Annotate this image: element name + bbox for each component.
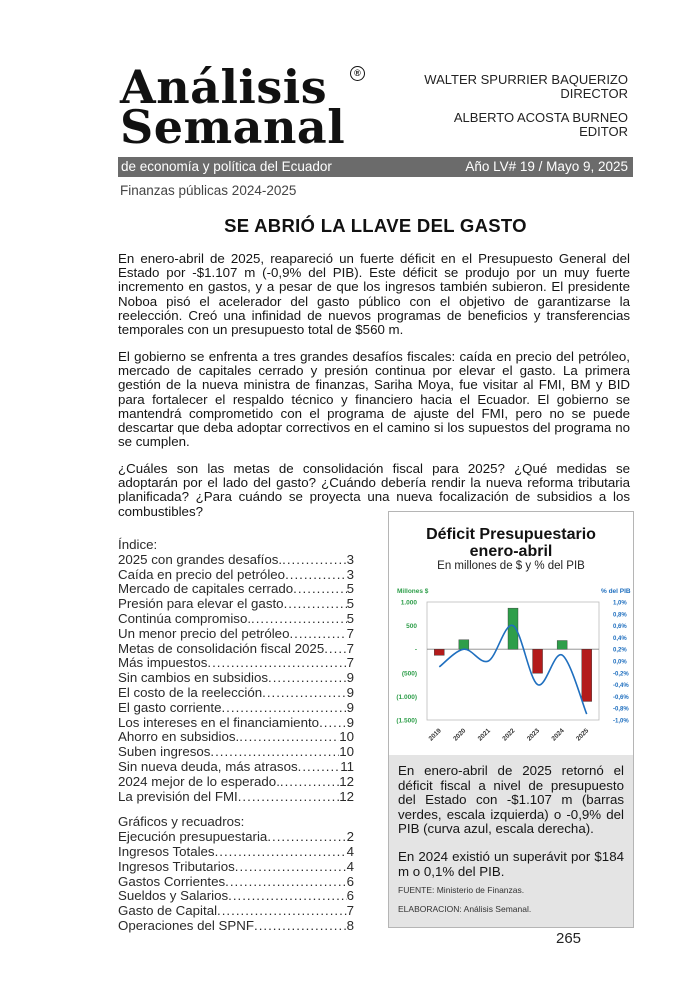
index-leader-dots — [280, 775, 339, 790]
index-leader-dots — [319, 716, 347, 731]
y-tick-label: (1.000) — [396, 693, 417, 701]
index-item-page: 10 — [339, 729, 354, 745]
index-item-label: Caída en precio del petróleo — [118, 566, 286, 582]
y-axis-label: Millones $ — [397, 588, 429, 595]
index-item-page: 3 — [346, 566, 354, 582]
index-item-label: Un menor precio del petróleo — [118, 625, 290, 641]
index-item-page: 7 — [346, 640, 354, 656]
x-tick-label: 2022 — [501, 727, 517, 743]
index-item-page: 9 — [346, 670, 354, 686]
index-leader-dots — [268, 671, 347, 686]
bar-2025 — [582, 649, 592, 701]
index-leader-dots — [221, 701, 346, 716]
chart-box — [388, 511, 634, 928]
paragraph-2: El gobierno se enfrenta a tres grandes desafíos fiscales: caída en precio del petróleo, mercado de capitales cerrado y presión continua por elevar el gasto. La primera gestión de la nueva ministra de finanzas, Sariha Moya, fue visitar al FMI, BM y BID para fortalecer el respaldo técnico y financiero hacia el Ecuador. El gobierno se mantendrá comprometido con el programa de ajuste del FMI, pero no se puede descartar que deba adoptar correctivos en el camino si los supuestos del programa no se cumplen. — [118, 349, 630, 450]
director-name: WALTER SPURRIER BAQUERIZO — [424, 72, 628, 87]
charts-heading: Gráficos y recuadros: — [118, 814, 245, 830]
index-item — [118, 889, 354, 904]
chart-title-period: enero-abril — [469, 543, 553, 560]
index-item-label: Operaciones del SPNF — [118, 917, 254, 933]
index-leader-dots — [228, 889, 346, 904]
chart-notes — [389, 755, 633, 927]
index-item — [118, 745, 354, 760]
index-leader-dots — [210, 745, 339, 760]
issue-info: Año LV# 19 / Mayo 9, 2025 — [465, 159, 628, 174]
index-item-page: 9 — [346, 714, 354, 730]
section-label: Finanzas públicas 2024-2025 — [120, 183, 297, 198]
index-item-label: El gasto corriente — [118, 699, 222, 715]
y2-tick-label: 0,2% — [613, 647, 627, 654]
index-item — [118, 845, 354, 860]
index-item — [118, 760, 354, 775]
index-item-label: Presión para elevar el gasto — [118, 596, 284, 612]
y2-tick-label: -1,0% — [613, 718, 629, 725]
editor-role: EDITOR — [579, 124, 628, 139]
index-item — [118, 775, 354, 790]
index-item — [118, 730, 354, 745]
index-item-label: Metas de consolidación fiscal 2025 — [118, 640, 325, 656]
y2-tick-label: -0,4% — [613, 683, 629, 690]
index-leader-dots — [207, 656, 346, 671]
index-item-label: Ingresos Tributarios — [118, 858, 235, 874]
index-item-page: 6 — [346, 888, 354, 904]
director-role: DIRECTOR — [560, 86, 628, 101]
logo-analisis: Análisis — [120, 60, 328, 114]
index-item-label: El costo de la reelección — [118, 684, 263, 700]
index-item-page: 9 — [346, 699, 354, 715]
chart-source: FUENTE: Ministerio de Finanzas. — [398, 885, 525, 895]
y-tick-label: 1.000 — [400, 599, 417, 607]
index-leader-dots — [324, 642, 346, 657]
index-leader-dots — [289, 627, 346, 642]
y-tick-label: 500 — [406, 623, 417, 631]
index-leader-dots — [251, 612, 347, 627]
paragraph-1: En enero-abril de 2025, reapareció un fuerte déficit en el Presupuesto General del Estado por -$1.107 m (-0,9% del PIB). Este déficit se produjo por un muy fuerte incremento en gastos, y a pesar de que los ingresos también subieron. El presidente Noboa pisó el acelerador del gasto público con el objetivo de garantizarse la reelección. Creó una infinidad de nuevos programas de beneficios y transferencias temporales con un presupuesto total de $560 m. — [118, 251, 630, 338]
index-item-page: 5 — [346, 596, 354, 612]
tagline: de economía y política del Ecuador — [121, 159, 332, 174]
index-item-page: 2 — [346, 829, 354, 845]
y2-tick-label: -0,8% — [613, 706, 629, 713]
chart-title: Déficit Presupuestario — [426, 526, 596, 543]
index-list — [118, 538, 354, 934]
index-leader-dots — [254, 919, 347, 934]
index-item-page: 7 — [346, 625, 354, 641]
index-item-label: La previsión del FMI — [118, 788, 238, 804]
x-tick-label: 2025 — [575, 727, 591, 743]
index-item-label: Sueldos y Salarios — [118, 888, 229, 904]
page-number: 265 — [556, 930, 582, 947]
index-item — [118, 582, 354, 597]
x-tick-label: 2023 — [525, 727, 542, 743]
editor-name: ALBERTO ACOSTA BURNEO — [453, 110, 628, 125]
index-leader-dots — [262, 686, 346, 701]
index-item-label: Gastos Corrientes — [118, 873, 226, 889]
index-item — [118, 612, 354, 627]
bar-2023 — [533, 649, 543, 673]
index-item-page: 5 — [346, 581, 354, 597]
index-item — [118, 830, 354, 845]
y2-tick-label: 0,0% — [613, 659, 627, 666]
chart-subtitle: En millones de $ y % del PIB — [437, 560, 585, 572]
index-item-label: Suben ingresos — [118, 744, 211, 760]
index-leader-dots — [293, 582, 346, 597]
index-leader-dots — [298, 760, 341, 775]
x-tick-label: 2024 — [550, 727, 566, 743]
index-item-page: 8 — [346, 917, 354, 933]
index-item — [118, 919, 354, 934]
index-item-page: 10 — [339, 744, 354, 760]
index-item — [118, 716, 354, 731]
index-item-label: 2024 mejor de lo esperado. — [118, 773, 280, 789]
x-tick-label: 2020 — [452, 727, 468, 743]
index-item-page: 9 — [346, 684, 354, 700]
chart-note-1: En enero-abril de 2025 retornó el déficit fiscal a nivel de presupuesto del Estado con -$1.107 m (barras verdes, escala izquierda) o -0,9% del PIB (curva azul, escala derecha). — [398, 763, 624, 836]
y2-tick-label: 0,8% — [613, 612, 627, 619]
index-leader-dots — [238, 790, 339, 805]
y2-axis-label: % del PIB — [601, 588, 631, 595]
index-leader-dots — [267, 830, 346, 845]
index-item-label: Ejecución presupuestaria — [118, 829, 268, 845]
index-item-page: 6 — [346, 873, 354, 889]
index-item — [118, 597, 354, 612]
deficit-chart — [389, 580, 633, 752]
bar-2020 — [459, 640, 469, 649]
index-leader-dots — [215, 845, 347, 860]
index-item — [118, 627, 354, 642]
index-item-label: Gasto de Capital — [118, 903, 218, 919]
index-item-page: 4 — [346, 843, 354, 859]
index-item — [118, 790, 354, 805]
y-tick-label: (1.500) — [396, 717, 417, 725]
index-leader-dots — [285, 568, 347, 583]
index-item-label: Ingresos Totales — [118, 843, 215, 859]
x-tick-label: 2021 — [476, 727, 492, 743]
index-item — [118, 686, 354, 701]
index-item-label: Sin cambios en subsidios — [118, 670, 269, 686]
index-item-page: 5 — [346, 610, 354, 626]
index-item-page: 11 — [340, 758, 354, 774]
y2-tick-label: -0,6% — [613, 694, 629, 701]
index-item — [118, 553, 354, 568]
chart-elaboration: ELABORACION: Análisis Semanal. — [398, 904, 532, 914]
article-title: SE ABRIÓ LA LLAVE DEL GASTO — [224, 215, 527, 236]
index-item-page: 7 — [346, 903, 354, 919]
paragraph-3: ¿Cuáles son las metas de consolidación fiscal para 2025? ¿Qué medidas se adoptarán por el lado del gasto? ¿Cuándo debería rendir la nueva reforma tributaria planificada? ¿Para cuándo se proyecta una nueva focalización de subsidios a los combustibles? — [118, 461, 630, 519]
index-item-label: Sin nueva deuda, más atrasos — [118, 758, 298, 774]
index-item-label: Mercado de capitales cerrado — [118, 581, 294, 597]
index-item-label: Continúa compromiso. — [118, 610, 252, 626]
index-item — [118, 642, 354, 657]
masthead-band — [118, 157, 633, 177]
index-item-label: Los intereses en el financiamiento — [118, 714, 320, 730]
index-item-label: Más impuestos — [118, 655, 208, 671]
index-item-label: 2025 con grandes desafíos. — [118, 551, 283, 567]
index-leader-dots — [235, 860, 347, 875]
index-leader-dots — [282, 553, 346, 568]
registered-mark-icon: ® — [350, 66, 365, 81]
y-tick-label: (500) — [401, 670, 417, 678]
index-item — [118, 671, 354, 686]
index-leader-dots — [284, 597, 347, 612]
index-item-page: 7 — [346, 655, 354, 671]
y-tick-label: - — [414, 646, 417, 654]
index-item-page: 3 — [346, 551, 354, 567]
index-item — [118, 904, 354, 919]
bar-2019 — [434, 649, 444, 655]
index-item-page: 12 — [339, 788, 354, 804]
index-item-page: 4 — [346, 858, 354, 874]
x-tick-label: 2019 — [427, 727, 443, 743]
index-item-label: Ahorro en subsidios. — [118, 729, 240, 745]
index-item — [118, 875, 354, 890]
index-leader-dots — [239, 730, 339, 745]
index-item-page: 12 — [339, 773, 354, 789]
index-leader-dots — [225, 875, 346, 890]
index-item — [118, 860, 354, 875]
index-item — [118, 568, 354, 583]
index-heading: Índice: — [118, 537, 158, 552]
index-item — [118, 656, 354, 671]
index-item — [118, 701, 354, 716]
chart-note-2: En 2024 existió un superávit por $184 m o 0,1% del PIB. — [398, 849, 624, 879]
index-leader-dots — [217, 904, 347, 919]
y2-tick-label: 1,0% — [613, 600, 627, 607]
y2-tick-label: 0,4% — [613, 635, 627, 642]
y2-tick-label: 0,6% — [613, 624, 627, 631]
logo-semanal: Semanal — [120, 100, 346, 154]
bar-2024 — [557, 641, 567, 650]
y2-tick-label: -0,2% — [613, 671, 629, 678]
